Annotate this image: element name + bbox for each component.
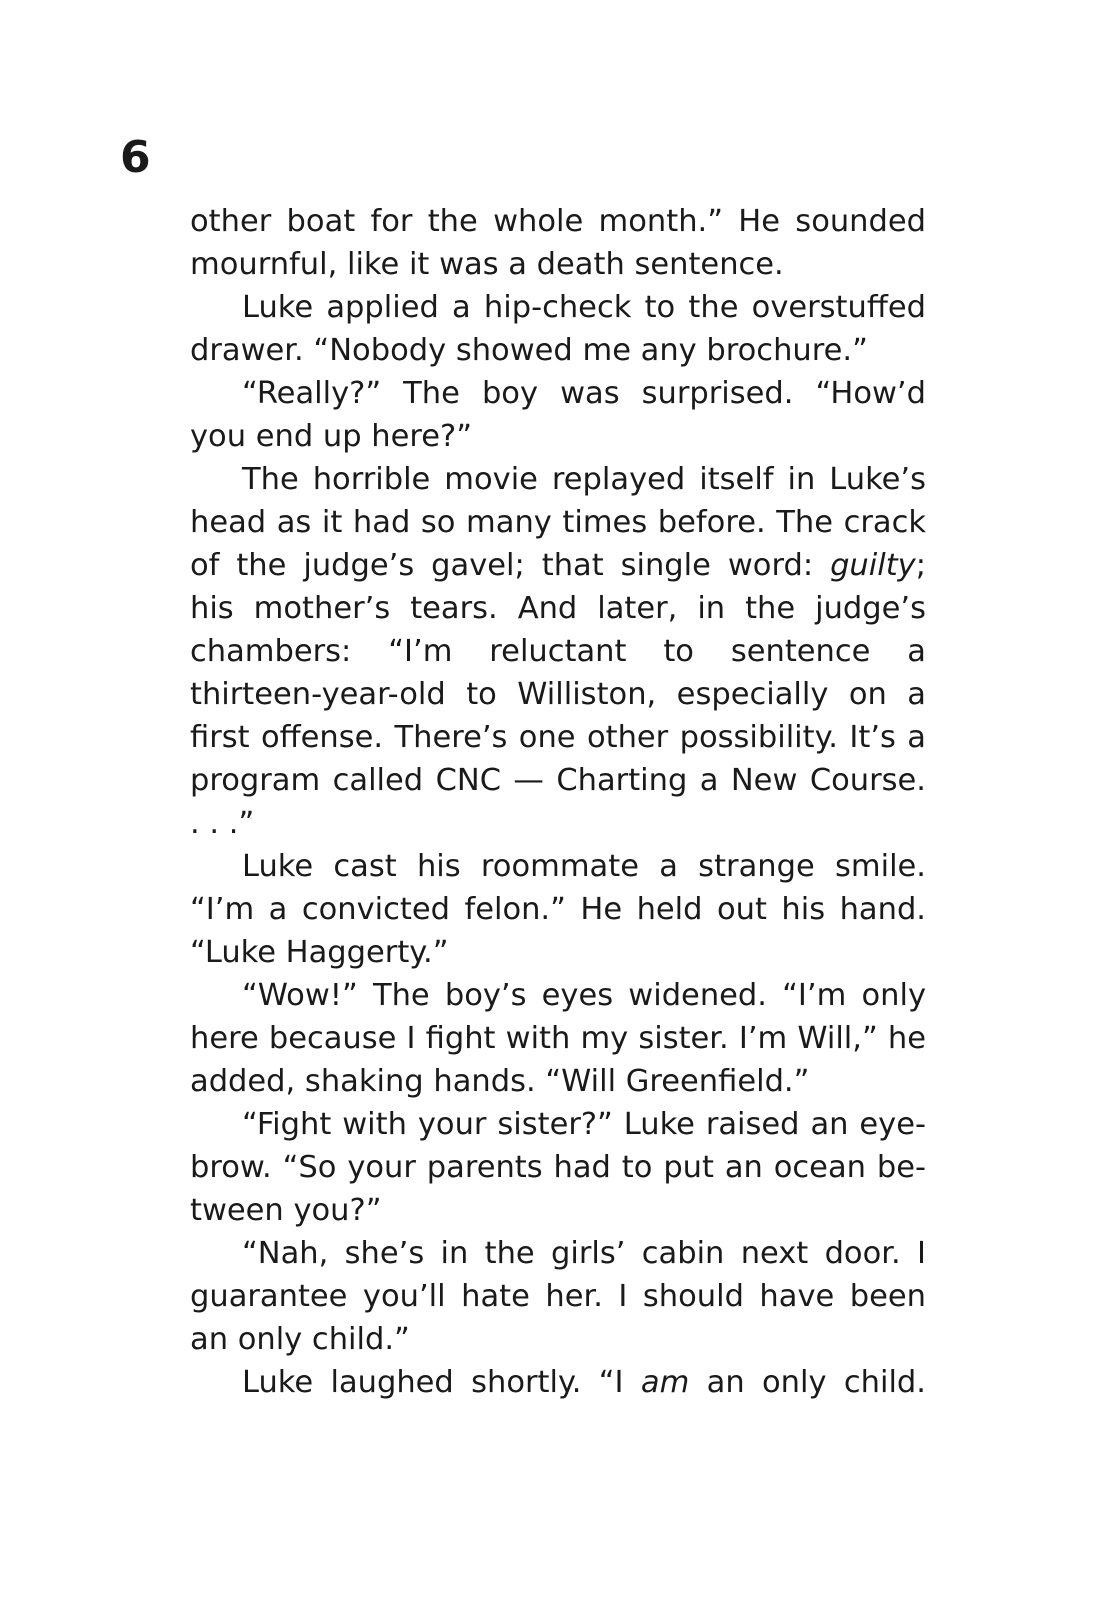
paragraph-text: “Nah, she’s in the girls’ cabin next door. I guarantee you’ll hate her. I should have been an only child.” [190,1236,926,1357]
body-text [190,200,926,1404]
paragraph-text: Luke cast his roommate a strange smile. “I’m a convicted felon.” He held out his hand. “Luke Haggerty.” [190,849,926,970]
paragraph-text: an only child. [689,1365,926,1400]
paragraph [190,1103,926,1232]
paragraph [190,1232,926,1361]
page-number: 6 [120,132,151,183]
paragraph [190,458,926,845]
paragraph [190,845,926,974]
paragraph [190,286,926,372]
paragraph-text: Luke applied a hip-check to the overstuffed drawer. “Nobody showed me any brochure.” [190,290,926,368]
paragraph-text: “Really?” The boy was surprised. “How’d you end up here?” [190,376,926,454]
paragraph-text: other boat for the whole month.” He sounded mournful, like it was a death sentence. [190,204,926,282]
italic-text: guilty [830,548,916,583]
paragraph-text: ; his mother’s tears. And later, in the judge’s chambers: “I’m reluctant to sentence a thirteen-year-old to Williston, especially on a first offense. There’s one other possibility. It’s a program called CNC — Charting a New Course. . . .” [190,548,926,841]
paragraph-text: “Fight with your sister?” Luke raised an eyebrow. “So your parents had to put an ocean between you?” [190,1107,926,1228]
paragraph [190,200,926,286]
italic-text: am [640,1365,690,1400]
paragraph [190,974,926,1103]
paragraph-text: “Wow!” The boy’s eyes widened. “I’m only here because I fight with my sister. I’m Will,” he added, shaking hands. “Will Greenfield.” [190,978,926,1099]
paragraph-text: The horrible movie replayed itself in Luke’s head as it had so many times before. The crack of the judge’s gavel; that single word: [190,462,926,583]
paragraph [190,1361,926,1404]
paragraph [190,372,926,458]
paragraph-text: Luke laughed shortly. “I [242,1365,641,1400]
